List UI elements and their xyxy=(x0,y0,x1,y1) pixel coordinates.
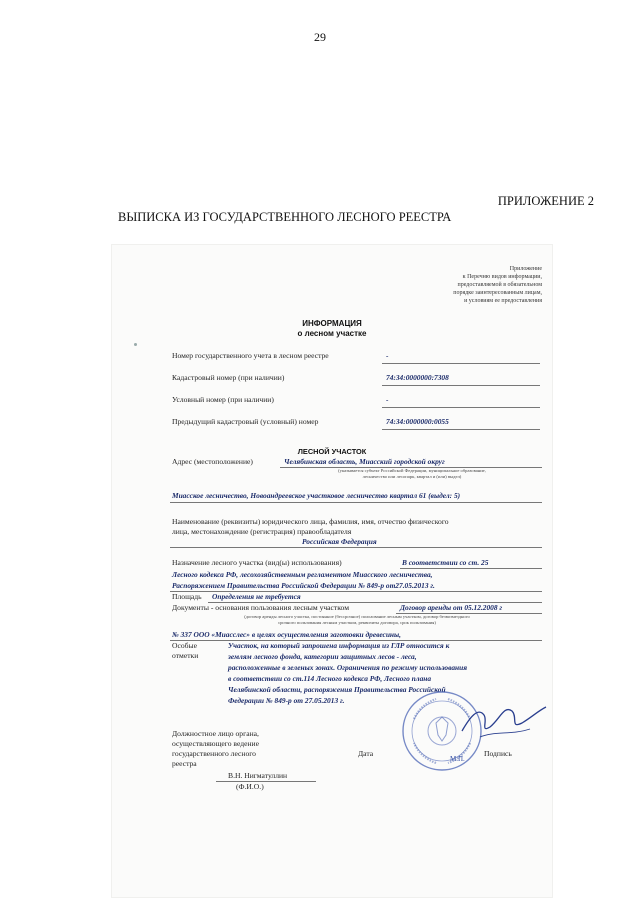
header-note xyxy=(453,265,542,305)
info-title-block xyxy=(112,319,552,339)
official-line: Должностное лицо органа, xyxy=(172,729,259,738)
notes-label-line: Особые xyxy=(172,641,197,650)
previous-value: 74:34:0000000:0055 xyxy=(386,417,449,426)
field-underline xyxy=(382,429,540,430)
notes-line: Федерации № 849-р от 27.05.2013 г. xyxy=(228,696,345,705)
info-subtitle: о лесном участке xyxy=(297,329,367,338)
field-underline xyxy=(170,502,542,503)
address-value: Челябинская область, Миасский городской округ xyxy=(284,457,445,466)
info-title: ИНФОРМАЦИЯ xyxy=(302,319,362,328)
plot-title: ЛЕСНОЙ УЧАСТОК xyxy=(297,447,367,456)
document-title: ВЫПИСКА ИЗ ГОСУДАРСТВЕННОГО ЛЕСНОГО РЕЕСТРА xyxy=(118,210,452,224)
scanned-extract xyxy=(112,245,552,897)
registry-number-label: Номер государственного учета в лесном реестре xyxy=(172,351,329,360)
docs-hint-line: срочного пользования лесным участком, реквизиты договора, срок пользования) xyxy=(278,620,436,625)
signature-label: Подпись xyxy=(484,749,512,758)
official-line: государственного лесного xyxy=(172,749,256,758)
docs-label: Документы - основания пользования лесным участком xyxy=(172,603,349,612)
header-note-line: и условиям ее предоставления xyxy=(464,298,542,304)
forestry-value: Миасское лесничество, Новоандреевское участковое лесничество квартал 61 (выдел: 5) xyxy=(172,491,461,500)
notes-line: расположенные в зеленых зонах. Ограничения по режиму использования xyxy=(228,663,468,672)
docs-value: Договор аренды от 05.12.2008 г xyxy=(400,603,503,612)
docs-value-continued: № 337 ООО «Миасслес» в целях осуществления заготовки древесины, xyxy=(172,630,402,639)
notes-line: в соответствии со ст.114 Лесного кодекса РФ, Лесного плана xyxy=(228,674,432,683)
registry-number-value: - xyxy=(386,351,389,360)
stamp-mark: М.П. xyxy=(450,755,465,763)
notes-label-line: отметки xyxy=(172,651,199,660)
address-hint-line: (указывается субъект Российской Федерации, муниципальное образование, xyxy=(338,468,486,473)
holder-label-line: Наименование (реквизиты) юридического лица, фамилия, имя, отчество физического xyxy=(172,517,449,526)
fio-label: (Ф.И.О.) xyxy=(236,782,264,791)
handwritten-signature-icon xyxy=(460,697,550,743)
cadastral-value: 74:34:0000000:7308 xyxy=(386,373,449,382)
appendix-label: ПРИЛОЖЕНИЕ 2 xyxy=(497,194,594,208)
purpose-value-line: Распоряжением Правительства Российской Федерации № 849-р от27.05.2013 г. xyxy=(172,581,435,590)
purpose-value-line: Лесного кодекса РФ, лесохозяйственным регламентом Миасского лесничества, xyxy=(172,570,433,579)
holder-label-line: лица, местонахождение (регистрация) правообладателя xyxy=(172,527,352,536)
docs-hint xyxy=(172,614,542,626)
scan-speck xyxy=(134,343,137,346)
holder-value: Российская Федерация xyxy=(302,537,377,546)
field-underline xyxy=(216,781,316,782)
purpose-value-line: В соответствии со ст. 25 xyxy=(402,558,489,567)
field-underline xyxy=(400,568,542,569)
date-label: Дата xyxy=(358,749,374,758)
official-line: осуществляющего ведение xyxy=(172,739,259,748)
area-value: Определения не требуется xyxy=(212,592,301,601)
conditional-label: Условный номер (при наличии) xyxy=(172,395,274,404)
notes-line: Челябинской области, распоряжения Правительства Российской xyxy=(228,685,446,694)
purpose-label: Назначение лесного участка (вид(ы) использования) xyxy=(172,558,342,567)
address-hint-line: лесничество или лесопарк, квартал и (или) выдел) xyxy=(362,474,462,479)
header-note-line: к Перечню видов информации, xyxy=(462,274,542,280)
address-label: Адрес (местоположение) xyxy=(172,457,253,466)
area-label: Площадь xyxy=(172,592,202,601)
field-underline xyxy=(382,385,540,386)
notes-line: Участок, на который запрошена информация из ГЛР относится к xyxy=(228,641,450,650)
field-underline xyxy=(382,407,540,408)
address-hint xyxy=(282,468,542,480)
conditional-value: - xyxy=(386,395,389,404)
notes-line: землям лесного фонда, категории защитных лесов - леса, xyxy=(228,652,417,661)
field-underline xyxy=(170,547,542,548)
docs-hint-line: (договор аренды лесного участка, постоянное (бессрочное) пользование лесным участком, договор безвозмездного xyxy=(244,614,470,619)
official-name: В.Н. Нигматуллин xyxy=(228,771,288,780)
header-note-line: предоставляемой в обязательном xyxy=(457,282,542,288)
official-line: реестра xyxy=(172,759,197,768)
field-underline xyxy=(382,363,540,364)
page-number: 29 xyxy=(314,30,326,44)
cadastral-label: Кадастровый номер (при наличии) xyxy=(172,373,285,382)
previous-label: Предыдущий кадастровый (условный) номер xyxy=(172,417,319,426)
header-note-line: порядке заинтересованным лицам, xyxy=(453,290,542,296)
header-note-line: Приложение xyxy=(509,266,542,272)
